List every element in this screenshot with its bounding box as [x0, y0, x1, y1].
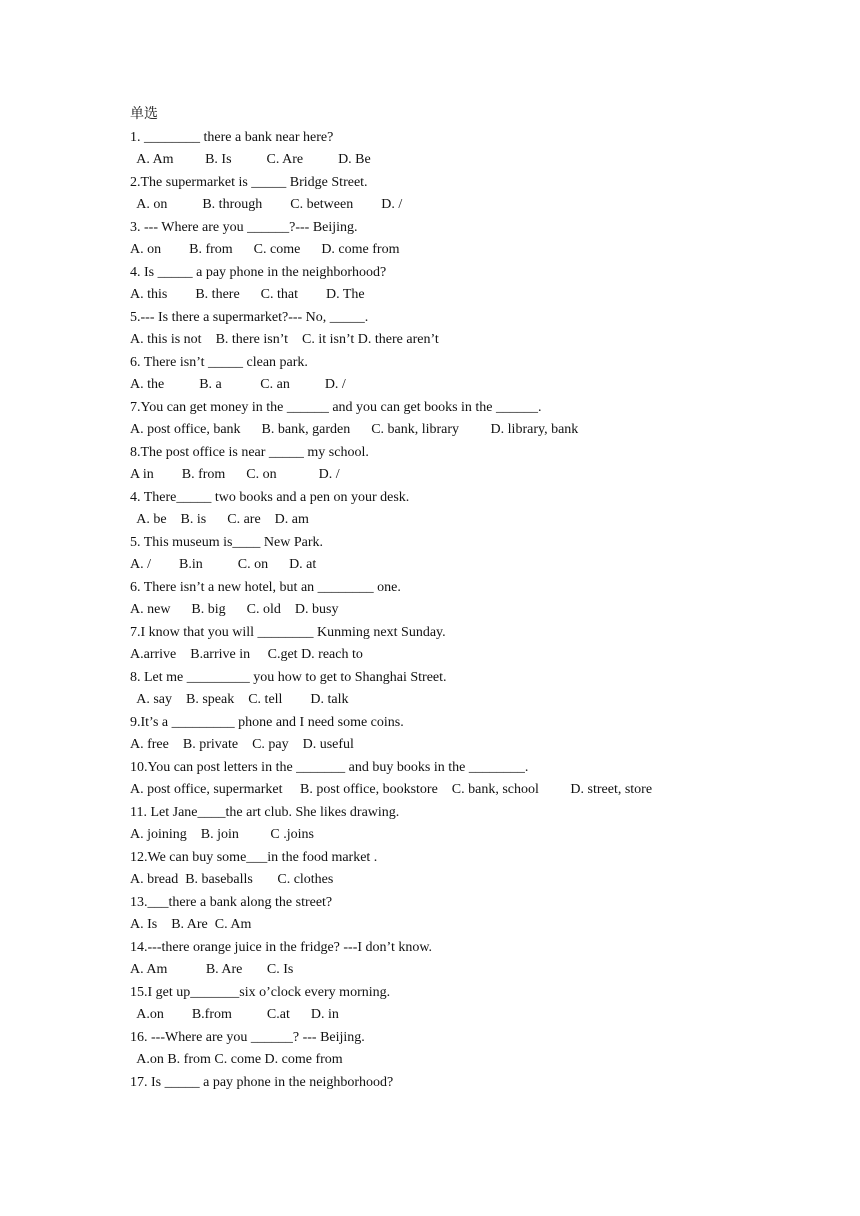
question-line: 17. Is _____ a pay phone in the neighborhood? — [130, 1074, 394, 1090]
question-line: 16. ---Where are you ______? --- Beijing. — [130, 1029, 365, 1045]
answer-options-line: A. new B. big C. old D. busy — [130, 602, 339, 617]
question-line: 13.___there a bank along the street? — [130, 894, 333, 910]
answer-options-line: A. on B. through C. between D. / — [130, 197, 403, 212]
question-line: 3. --- Where are you ______?--- Beijing. — [130, 219, 358, 235]
answer-options-line: A. Am B. Are C. Is — [130, 962, 294, 977]
answer-options-line: A. bread B. baseballs C. clothes — [130, 872, 334, 887]
answer-options-line: A. this B. there C. that D. The — [130, 287, 365, 302]
answer-options-line: A. free B. private C. pay D. useful — [130, 737, 354, 752]
answer-options-line: A. post office, supermarket B. post office, bookstore C. bank, school D. street, store — [130, 782, 653, 797]
section-title: 单选 — [130, 107, 158, 122]
question-line: 5.--- Is there a supermarket?--- No, _____. — [130, 309, 369, 325]
answer-options-line: A. the B. a C. an D. / — [130, 377, 346, 392]
question-line: 2.The supermarket is _____ Bridge Street. — [130, 174, 368, 190]
answer-options-line: A.on B.from C.at D. in — [130, 1007, 339, 1022]
question-line: 6. There isn’t _____ clean park. — [130, 354, 308, 370]
question-line: 4. There_____ two books and a pen on your desk. — [130, 489, 410, 505]
question-line: 7.I know that you will ________ Kunming next Sunday. — [130, 624, 446, 640]
question-line: 9.It’s a _________ phone and I need some coins. — [130, 714, 404, 730]
question-line: 5. This museum is____ New Park. — [130, 534, 324, 550]
question-line: 14.---there orange juice in the fridge? ---I don’t know. — [130, 939, 433, 955]
answer-options-line: A. this is not B. there isn’t C. it isn’t D. there aren’t — [130, 332, 439, 347]
question-line: 6. There isn’t a new hotel, but an ________ one. — [130, 579, 401, 595]
answer-options-line: A. / B.in C. on D. at — [130, 557, 317, 572]
question-line: 1. ________ there a bank near here? — [130, 129, 334, 145]
answer-options-line: A. Is B. Are C. Am — [130, 917, 252, 932]
answer-options-line: A. Am B. Is C. Are D. Be — [130, 152, 371, 167]
question-list — [130, 127, 830, 1095]
answer-options-line: A in B. from C. on D. / — [130, 467, 340, 482]
answer-options-line: A. on B. from C. come D. come from — [130, 242, 400, 257]
question-line: 4. Is _____ a pay phone in the neighborhood? — [130, 264, 387, 280]
answer-options-line: A. post office, bank B. bank, garden C. bank, library D. library, bank — [130, 422, 579, 437]
document-page — [130, 104, 830, 1094]
question-line: 8. Let me _________ you how to get to Shanghai Street. — [130, 669, 447, 685]
question-line: 12.We can buy some___in the food market . — [130, 849, 378, 865]
question-line: 15.I get up_______six o’clock every morning. — [130, 984, 391, 1000]
answer-options-line: A. say B. speak C. tell D. talk — [130, 692, 349, 707]
answer-options-line: A.on B. from C. come D. come from — [130, 1052, 343, 1067]
question-line: 8.The post office is near _____ my school. — [130, 444, 369, 460]
question-line: 11. Let Jane____the art club. She likes drawing. — [130, 804, 400, 820]
answer-options-line: A. joining B. join C .joins — [130, 827, 314, 842]
question-line: 7.You can get money in the ______ and you can get books in the ______. — [130, 399, 542, 415]
answer-options-line: A.arrive B.arrive in C.get D. reach to — [130, 647, 363, 662]
question-line: 10.You can post letters in the _______ and buy books in the ________. — [130, 759, 529, 775]
answer-options-line: A. be B. is C. are D. am — [130, 512, 309, 527]
